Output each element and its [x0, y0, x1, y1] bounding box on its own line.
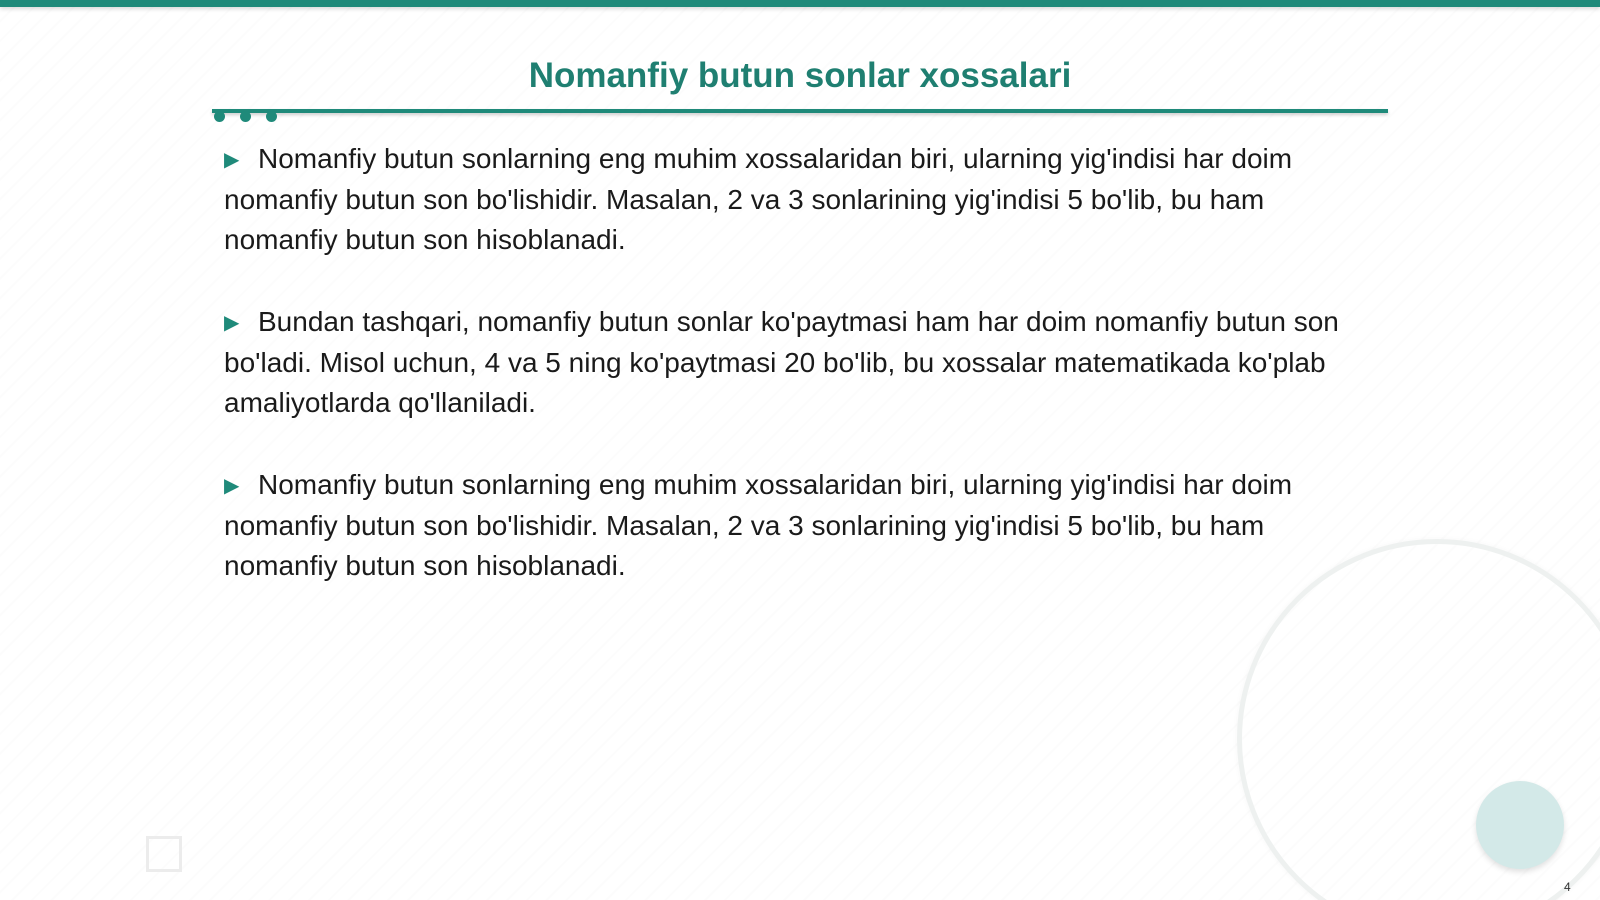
decorative-dot-icon: [266, 111, 277, 122]
bullet-text: Bundan tashqari, nomanfiy butun sonlar ko'paytmasi ham har doim nomanfiy butun son bo'ladi. Misol uchun, 4 va 5 ning ko'paytmasi 20 bo'lib, bu xossalar matematikada ko'plab amaliyotlarda qo'llaniladi.: [224, 306, 1339, 418]
top-accent-bar: [0, 0, 1600, 7]
decorative-dot-icon: [240, 111, 251, 122]
slide-title: Nomanfiy butun sonlar xossalari: [528, 56, 1072, 95]
triangle-bullet-icon: ▶: [224, 475, 240, 497]
bullet-paragraph: [224, 139, 1344, 260]
bullet-paragraph: [224, 302, 1344, 423]
triangle-bullet-icon: ▶: [224, 149, 240, 171]
triangle-bullet-icon: ▶: [224, 312, 240, 334]
bullet-paragraph: [224, 465, 1344, 586]
title-underline: [212, 109, 1388, 113]
bullet-text: Nomanfiy butun sonlarning eng muhim xossalaridan biri, ularning yig'indisi har doim nomanfiy butun son bo'lishidir. Masalan, 2 va 3 sonlarining yig'indisi 5 bo'lib, bu ham nomanfiy butun son hisoblanadi.: [224, 143, 1293, 255]
decorative-circle: [1476, 781, 1564, 869]
decorative-dot-icon: [214, 111, 225, 122]
page-number: 4: [1564, 880, 1571, 894]
decorative-square: [146, 836, 182, 872]
bullet-list: [224, 139, 1344, 628]
bullet-text: Nomanfiy butun sonlarning eng muhim xossalaridan biri, ularning yig'indisi har doim nomanfiy butun son bo'lishidir. Masalan, 2 va 3 sonlarining yig'indisi 5 bo'lib, bu ham nomanfiy butun son hisoblanadi.: [224, 469, 1293, 581]
